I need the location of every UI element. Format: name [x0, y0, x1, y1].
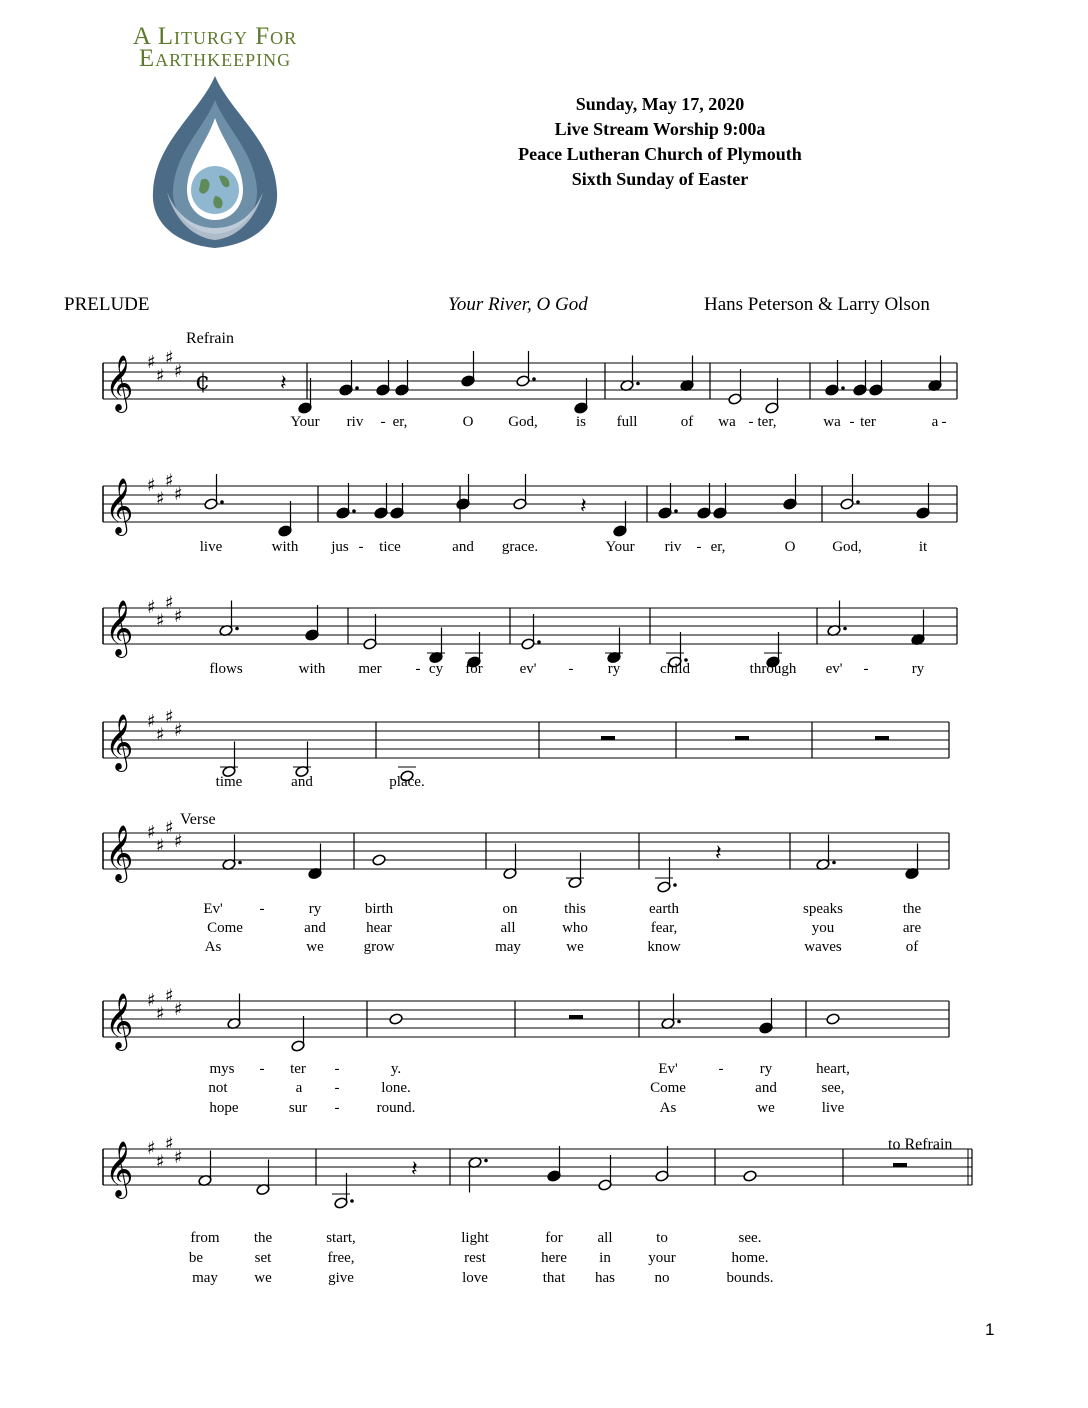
- lyric-syllable: you: [811, 920, 835, 936]
- lyric-syllable: love: [462, 1270, 488, 1286]
- lyric-syllable: has: [595, 1270, 615, 1286]
- lyric-syllable: to: [656, 1230, 668, 1246]
- lyric-syllable: ev': [825, 661, 843, 677]
- note: [743, 1170, 757, 1182]
- lyric-syllable: and: [755, 1080, 777, 1096]
- sharp-icon: ♯: [147, 597, 156, 618]
- sharp-icon: ♯: [147, 475, 156, 496]
- lyric-syllable: and: [452, 539, 474, 555]
- note: [827, 601, 847, 637]
- lyric-syllable: your: [648, 1250, 676, 1266]
- lyric-syllable: ry: [607, 661, 621, 677]
- lyric-syllable: the: [902, 901, 922, 917]
- sharp-icon: ♯: [174, 606, 183, 627]
- note: [655, 1146, 669, 1182]
- note: [363, 614, 377, 650]
- lyric-syllable: -: [358, 539, 364, 555]
- note: [305, 605, 319, 641]
- lyric-syllable: we: [254, 1270, 272, 1286]
- lyric-syllable: -: [259, 1061, 265, 1077]
- lyric-syllable: -: [334, 1100, 340, 1116]
- lyric-syllable: grace.: [501, 539, 539, 555]
- prelude-composer: Hans Peterson & Larry Olson: [704, 294, 930, 315]
- sharp-icon: ♯: [147, 1138, 156, 1159]
- staff-system-4: [103, 707, 949, 783]
- note: [513, 474, 527, 510]
- service-time: Live Stream Worship 9:00a: [554, 119, 766, 139]
- note: [219, 601, 239, 637]
- lyric-syllable: with: [271, 539, 299, 555]
- note: [456, 474, 470, 510]
- sharp-icon: ♯: [156, 724, 165, 746]
- sharp-icon: ♯: [156, 488, 165, 510]
- sharp-icon: ♯: [156, 610, 165, 632]
- sharp-icon: ♯: [174, 999, 183, 1020]
- note: [278, 501, 292, 537]
- lyric-syllable: be: [188, 1250, 204, 1266]
- sharp-icon: ♯: [174, 831, 183, 852]
- note: [372, 854, 386, 866]
- note: [697, 483, 711, 519]
- sharp-icon: ♯: [165, 817, 174, 839]
- cut-time-icon: ¢: [195, 367, 211, 395]
- quarter-rest-icon: 𝄽: [715, 841, 722, 866]
- lyric-syllable: flows: [209, 661, 243, 677]
- note: [658, 483, 678, 519]
- lyric-syllable: round.: [376, 1100, 416, 1116]
- lyric-syllable: ter,: [757, 414, 777, 430]
- lyric-syllable: ter: [290, 1061, 306, 1077]
- lyric-syllable: -: [259, 901, 265, 917]
- lyric-syllable: earth: [649, 901, 679, 917]
- sharp-icon: ♯: [156, 365, 165, 387]
- note: [339, 360, 359, 396]
- sharp-icon: ♯: [147, 822, 156, 843]
- lyric-syllable: not: [208, 1080, 228, 1096]
- service-date: Sunday, May 17, 2020: [575, 94, 745, 114]
- lyric-syllable: know: [647, 939, 681, 955]
- staff-system-7: [103, 1134, 972, 1210]
- sharp-icon: ♯: [147, 990, 156, 1011]
- note: [613, 501, 627, 537]
- staff-system-2: [103, 471, 957, 538]
- sharp-icon: ♯: [156, 835, 165, 857]
- lyric-syllable: riv: [664, 539, 682, 555]
- note: [826, 1013, 840, 1025]
- note: [728, 369, 742, 405]
- lyric-syllable: ry: [911, 661, 925, 677]
- lyric-syllable: Your: [290, 414, 320, 430]
- treble-clef-icon: 𝄞: [105, 993, 134, 1049]
- note: [291, 1016, 305, 1052]
- lyric-syllable: a: [295, 1080, 303, 1096]
- note: [503, 844, 517, 880]
- lyric-syllable: wa: [823, 414, 841, 430]
- lyric-syllable: rest: [464, 1250, 486, 1266]
- lyric-syllable: child: [660, 661, 690, 677]
- note: [783, 474, 797, 510]
- sharp-icon: ♯: [174, 361, 183, 382]
- sharp-icon: ♯: [174, 484, 183, 505]
- staff-system-3: [103, 593, 957, 669]
- sharp-icon: ♯: [147, 352, 156, 373]
- lyric-syllable: heart,: [816, 1061, 850, 1077]
- verse-label: Verse: [180, 811, 216, 828]
- lyric-syllable: -: [334, 1061, 340, 1077]
- lyric-syllable: -: [568, 661, 574, 677]
- lyric-syllable: -: [718, 1061, 724, 1077]
- lyric-syllable: Come: [650, 1080, 686, 1096]
- note: [204, 474, 224, 510]
- lyric-syllable: we: [757, 1100, 775, 1116]
- lyric-syllable: home.: [731, 1250, 769, 1266]
- note: [222, 835, 242, 871]
- lyric-syllable: are: [902, 920, 922, 936]
- lyric-syllable: cy: [428, 661, 444, 677]
- lyric-syllable: grow: [363, 939, 395, 955]
- lyric-syllable: free,: [327, 1250, 355, 1266]
- lyric-syllable: see.: [738, 1230, 762, 1246]
- lyric-syllable: -: [696, 539, 702, 555]
- sharp-icon: ♯: [174, 720, 183, 741]
- lyric-syllable: -: [863, 661, 869, 677]
- lyric-syllable: sur: [288, 1100, 308, 1116]
- staff-system-1: [103, 348, 957, 415]
- lyric-syllable: -: [941, 414, 947, 430]
- note: [713, 483, 727, 519]
- lyric-syllable: of: [680, 414, 694, 430]
- note: [308, 844, 322, 880]
- note: [905, 844, 919, 880]
- note: [916, 483, 930, 519]
- note: [869, 360, 883, 396]
- note: [395, 360, 409, 396]
- lyric-syllable: set: [254, 1250, 272, 1266]
- lyric-syllable: all: [597, 1230, 613, 1246]
- lyric-syllable: Ev': [658, 1061, 678, 1077]
- lyric-syllable: tice: [379, 539, 401, 555]
- prelude-title: Your River, O God: [448, 294, 588, 315]
- lyric-syllable: -: [380, 414, 386, 430]
- treble-clef-icon: 𝄞: [105, 355, 134, 411]
- lyric-syllable: Come: [207, 920, 243, 936]
- lyric-syllable: -: [334, 1080, 340, 1096]
- lyric-syllable: jus: [331, 539, 349, 555]
- lyric-syllable: bounds.: [726, 1270, 774, 1286]
- lyric-syllable: with: [298, 661, 326, 677]
- lyric-syllable: speaks: [803, 901, 843, 917]
- lyric-syllable: and: [291, 774, 313, 790]
- half-rest-icon: [893, 1163, 907, 1167]
- staff-system-6: [103, 986, 949, 1053]
- lyric-syllable: God,: [832, 539, 862, 555]
- note: [840, 474, 860, 510]
- note: [566, 853, 584, 889]
- sharp-icon: ♯: [165, 592, 174, 614]
- page-number: 1: [985, 1320, 995, 1339]
- lyric-syllable: -: [849, 414, 855, 430]
- quarter-rest-icon: 𝄽: [411, 1157, 418, 1182]
- lyric-syllable: live: [199, 539, 223, 555]
- sharp-icon: ♯: [174, 1147, 183, 1168]
- lyric-syllable: start,: [326, 1230, 356, 1246]
- lyric-syllable: hear: [366, 920, 392, 936]
- half-rest-icon: [735, 736, 749, 740]
- lyric-syllable: y.: [390, 1061, 402, 1077]
- lyric-syllable: here: [541, 1250, 567, 1266]
- lyric-syllable: lone.: [381, 1080, 411, 1096]
- note: [853, 360, 867, 396]
- lyric-syllable: er,: [392, 414, 408, 430]
- half-rest-icon: [875, 736, 889, 740]
- quarter-rest-icon: 𝄽: [580, 494, 587, 519]
- lyric-syllable: may: [192, 1270, 218, 1286]
- sharp-icon: ♯: [165, 470, 174, 492]
- lyric-syllable: who: [562, 920, 588, 936]
- church-name: Peace Lutheran Church of Plymouth: [518, 144, 802, 164]
- lyric-syllable: -: [415, 661, 421, 677]
- lyric-syllable: place.: [389, 774, 425, 790]
- lyric-syllable: we: [566, 939, 584, 955]
- sharp-icon: ♯: [165, 1133, 174, 1155]
- treble-clef-icon: 𝄞: [105, 1141, 134, 1197]
- note: [374, 483, 388, 519]
- note: [928, 356, 942, 392]
- note: [816, 835, 836, 871]
- note: [655, 857, 677, 893]
- lyric-syllable: -: [748, 414, 754, 430]
- note: [759, 998, 773, 1034]
- half-rest-icon: [569, 1015, 583, 1019]
- lyric-syllable: As: [204, 939, 222, 955]
- note: [298, 378, 312, 414]
- note: [293, 742, 311, 778]
- note: [825, 360, 845, 396]
- lyric-syllable: all: [500, 920, 516, 936]
- note: [220, 742, 238, 778]
- sharp-icon: ♯: [165, 347, 174, 369]
- lyric-syllable: on: [502, 901, 518, 917]
- lyric-syllable: see,: [821, 1080, 845, 1096]
- lyric-syllable: Your: [605, 539, 635, 555]
- lyric-syllable: ry: [759, 1061, 773, 1077]
- half-rest-icon: [601, 736, 615, 740]
- note: [336, 483, 356, 519]
- to-refrain-label: to Refrain: [888, 1136, 953, 1153]
- logo-line-2: Earthkeeping: [138, 45, 292, 72]
- lyric-syllable: light: [461, 1230, 489, 1246]
- lyric-syllable: give: [328, 1270, 354, 1286]
- lyric-syllable: a: [931, 414, 939, 430]
- lyric-syllable: As: [659, 1100, 677, 1116]
- lyric-syllable: waves: [804, 939, 842, 955]
- lyric-syllable: God,: [508, 414, 538, 430]
- lyric-syllable: ev': [519, 661, 537, 677]
- sharp-icon: ♯: [165, 985, 174, 1007]
- note: [547, 1146, 561, 1182]
- note: [911, 610, 925, 646]
- quarter-rest-icon: 𝄽: [280, 371, 287, 396]
- note: [461, 351, 475, 387]
- lyric-syllable: through: [749, 661, 797, 677]
- note: [516, 351, 536, 387]
- lyric-syllable: for: [545, 1230, 563, 1246]
- sharp-icon: ♯: [165, 706, 174, 728]
- note: [198, 1151, 212, 1187]
- note: [256, 1160, 270, 1196]
- lyric-syllable: mys: [209, 1061, 235, 1077]
- lyric-syllable: O: [784, 539, 796, 555]
- note: [468, 1156, 488, 1192]
- note: [227, 994, 241, 1030]
- lyric-syllable: riv: [346, 414, 364, 430]
- refrain-label: Refrain: [186, 330, 234, 347]
- note: [390, 483, 404, 519]
- lyric-syllable: it: [918, 539, 928, 555]
- sharp-icon: ♯: [147, 711, 156, 732]
- lyric-syllable: the: [253, 1230, 273, 1246]
- lyrics-block: [189, 414, 947, 1286]
- treble-clef-icon: 𝄞: [105, 478, 134, 534]
- note: [598, 1155, 612, 1191]
- note: [574, 378, 588, 414]
- logo-line-1: A Liturgy For: [132, 23, 298, 50]
- sharp-icon: ♯: [156, 1151, 165, 1173]
- lyric-syllable: birth: [364, 901, 394, 917]
- note: [389, 1013, 403, 1025]
- lyric-syllable: is: [575, 414, 587, 430]
- prelude-label: PRELUDE: [64, 294, 150, 315]
- note: [661, 994, 681, 1030]
- note: [765, 378, 779, 414]
- lyric-syllable: er,: [710, 539, 726, 555]
- lyric-syllable: ter: [860, 414, 876, 430]
- note: [605, 628, 623, 664]
- staff-system-5: [103, 818, 949, 894]
- note: [680, 356, 694, 392]
- note: [620, 356, 640, 392]
- lyric-syllable: in: [599, 1250, 611, 1266]
- lyric-syllable: for: [465, 661, 483, 677]
- lyric-syllable: no: [654, 1270, 670, 1286]
- liturgical-occasion: Sixth Sunday of Easter: [571, 169, 749, 189]
- lyric-syllable: of: [905, 939, 919, 955]
- note: [376, 360, 390, 396]
- lyric-syllable: and: [304, 920, 326, 936]
- treble-clef-icon: 𝄞: [105, 600, 134, 656]
- lyric-syllable: hope: [209, 1100, 239, 1116]
- lyric-syllable: time: [215, 774, 243, 790]
- lyric-syllable: wa: [718, 414, 736, 430]
- note: [427, 628, 445, 664]
- lyric-syllable: we: [306, 939, 324, 955]
- lyric-syllable: live: [821, 1100, 845, 1116]
- lyric-syllable: Ev': [203, 901, 223, 917]
- note: [332, 1173, 354, 1209]
- treble-clef-icon: 𝄞: [105, 825, 134, 881]
- lyric-syllable: O: [462, 414, 474, 430]
- treble-clef-icon: 𝄞: [105, 714, 134, 770]
- lyric-syllable: mer: [358, 661, 382, 677]
- lyric-syllable: may: [495, 939, 521, 955]
- lyric-syllable: that: [542, 1270, 566, 1286]
- lyric-syllable: ry: [308, 901, 322, 917]
- sharp-icon: ♯: [156, 1003, 165, 1025]
- lyric-syllable: fear,: [650, 920, 678, 936]
- lyric-syllable: this: [564, 901, 586, 917]
- lyric-syllable: full: [616, 414, 638, 430]
- note: [521, 614, 541, 650]
- lyric-syllable: from: [190, 1230, 220, 1246]
